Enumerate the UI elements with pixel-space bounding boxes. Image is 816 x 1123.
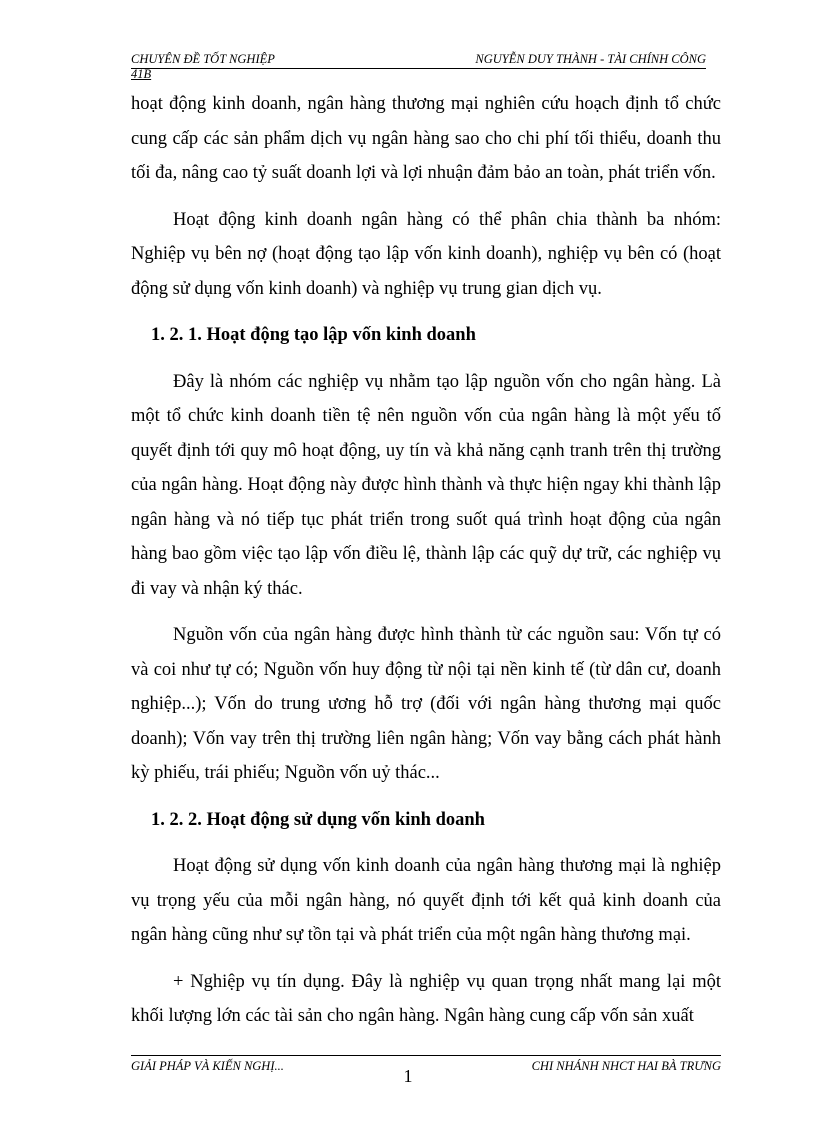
paragraph-3: Đây là nhóm các nghiệp vụ nhằm tạo lập nguồn vốn cho ngân hàng. Là một tổ chức kinh doanh tiền tệ nên nguồn vốn của ngân hàng là một yếu tố quyết định tới quy mô hoạt động, uy tín và khả năng cạnh tranh trên thị trường của ngân hàng. Hoạt động này được hình thành và thực hiện ngay khi thành lập ngân hàng và nó tiếp tục phát triển trong suốt quá trình hoạt động của ngân hàng bao gồm việc tạo lập vốn điều lệ, thành lập các quỹ dự trữ, các nghiệp vụ đi vay và nhận ký thác. bbox=[131, 371, 721, 599]
paragraph-2: Hoạt động kinh doanh ngân hàng có thể phân chia thành ba nhóm: Nghiệp vụ bên nợ (hoạt động tạo lập vốn kinh doanh), nghiệp vụ bên có (hoạt động sử dụng vốn kinh doanh) và nghiệp vụ trung gian dịch vụ. bbox=[131, 209, 721, 299]
document-body bbox=[131, 87, 721, 1046]
paragraph-5: Hoạt động sử dụng vốn kinh doanh của ngân hàng thương mại là nghiệp vụ trọng yếu của mỗi ngân hàng, nó quyết định tới kết quả kinh doanh của ngân hàng cũng như sự tồn tại và phát triển của một ngân hàng thương mại. bbox=[131, 856, 721, 945]
page-number: 1 bbox=[403, 1066, 413, 1086]
section-heading-1-2-2: 1. 2. 2. Hoạt động sử dụng vốn kinh doanh bbox=[151, 809, 485, 830]
paragraph-1: hoạt động kinh doanh, ngân hàng thương mại nghiên cứu hoạch định tổ chức cung cấp các sản phẩm dịch vụ ngân hàng sao cho chi phí tối thiểu, doanh thu tối đa, nâng cao tỷ suất doanh lợi và lợi nhuận đảm bảo an toàn, phát triển vốn. bbox=[131, 94, 721, 183]
section-heading-1-2-1: 1. 2. 1. Hoạt động tạo lập vốn kinh doanh bbox=[151, 325, 476, 345]
header-right-text: NGUYỄN DUY THÀNH - TÀI CHÍNH CÔNG bbox=[475, 52, 706, 66]
paragraph-6: + Nghiệp vụ tín dụng. Đây là nghiệp vụ quan trọng nhất mang lại một khối lượng lớn các tài sản cho ngân hàng. Ngân hàng cung cấp vốn sản xuất bbox=[131, 971, 721, 1026]
header-wrap-text: 41B bbox=[131, 67, 152, 81]
footer-right-text: CHI NHÁNH NHCT HAI BÀ TRƯNG bbox=[531, 1059, 721, 1073]
header-left-text: CHUYÊN ĐỀ TỐT NGHIỆP bbox=[131, 52, 275, 66]
page-header bbox=[131, 52, 706, 69]
paragraph-4: Nguồn vốn của ngân hàng được hình thành từ các nguồn sau: Vốn tự có và coi như tự có; Nguồn vốn huy động từ nội tại nền kinh tế (từ dân cư, doanh nghiệp...); Vốn do trung ương hỗ trợ (đối với ngân hàng thương mại quốc doanh); Vốn vay trên thị trường liên ngân hàng; Vốn vay bằng cách phát hành kỳ phiếu, trái phiếu; Nguồn vốn uỷ thác... bbox=[131, 625, 721, 783]
footer-left-text: GIẢI PHÁP VÀ KIẾN NGHỊ... bbox=[131, 1059, 284, 1073]
